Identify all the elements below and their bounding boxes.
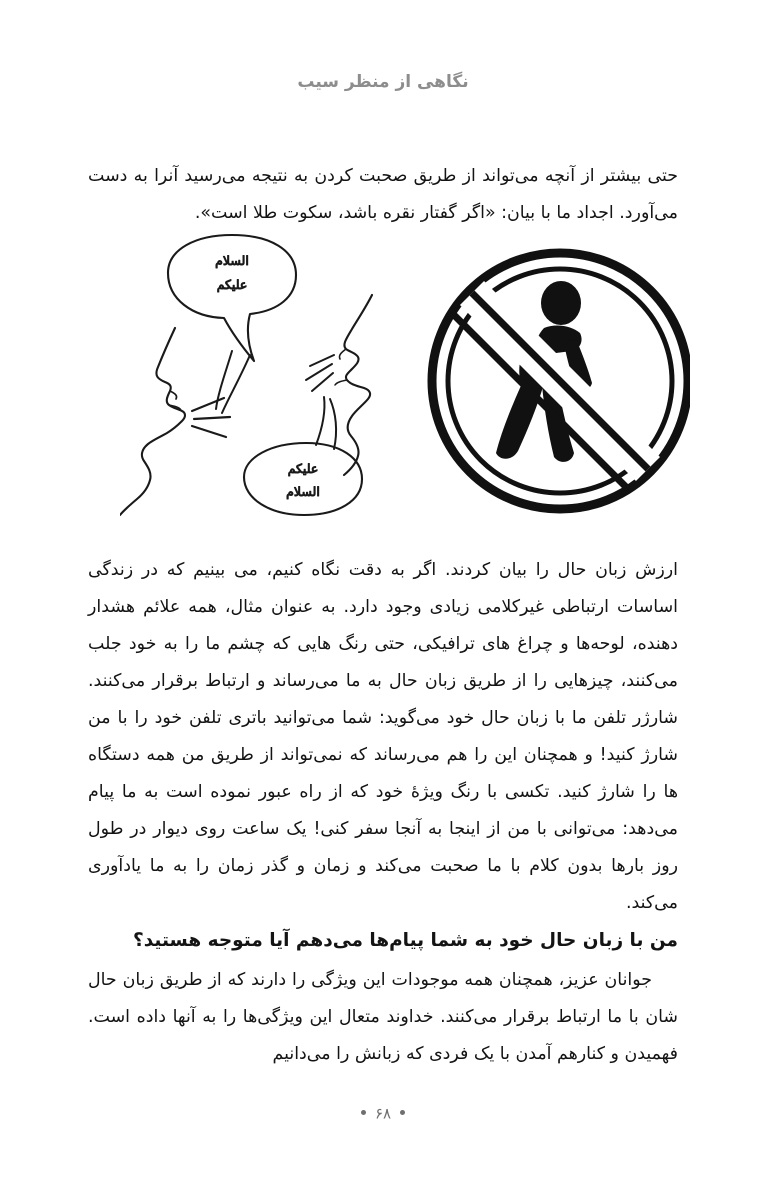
top-bubble-line-2: علیکم	[216, 277, 248, 292]
running-header: نگاهی از منظر سیب	[297, 72, 469, 92]
footer-dot-right	[400, 1110, 405, 1115]
closing-paragraph: جوانان عزیز، همچنان همه موجودات این ویژگی را دارند که از طریق زبان حال شان با ما ارتباط برقرار می‌کنند. خداوند متعال این ویژگی‌ها را به آنها داده است. فهمیدن و کنارهم آمدن با یک فردی که زبانش را می‌دانیم	[88, 970, 678, 1064]
question-heading: من با زبان حال خود به شما پیام‌ها می‌دهم آیا متوجه هستید؟	[133, 930, 678, 951]
left-speech-burst	[192, 398, 230, 437]
no-pedestrian-sign-icon	[432, 253, 688, 509]
illustration-svg	[120, 233, 690, 528]
right-speech-burst	[306, 355, 334, 391]
bottom-bubble-line-1: علیکم	[287, 461, 319, 476]
question-heading-block	[88, 922, 678, 959]
main-paragraph-block	[88, 552, 678, 922]
illustration-figure	[120, 233, 690, 528]
page-number: ۶۸	[374, 1104, 392, 1123]
top-bubble-line-1: السلام	[215, 253, 249, 268]
intro-paragraph: حتی بیشتر از آنچه می‌تواند از طریق صحبت کردن به نتیجه می‌رسید آنرا به دست می‌آورد. اجداد ما با بیان: «اگر گفتار نقره باشد، سکوت طلا است».	[88, 166, 678, 223]
intro-paragraph-block	[88, 158, 678, 232]
right-profile-face	[335, 295, 372, 475]
bottom-bubble-line-2: السلام	[286, 484, 320, 499]
page-footer	[0, 1104, 766, 1123]
left-profile-face	[120, 328, 185, 515]
main-paragraph: ارزش زبان حال را بیان کردند. اگر به دقت نگاه کنیم، می بینیم که در زندگی اساسات ارتباطی غیرکلامی زیادی وجود دارد. به عنوان مثال، همه علائم هشدار دهنده، لوحه‌ها و چراغ های ترافیکی، حتی رنگ هایی که چشم ما را به خود جلب می‌کنند، چیزهایی را از طریق زبان حال به ما می‌رساند و ارتباط برقرار می‌کنند. شارژر تلفن ما با زبان حال خود می‌گوید: شما می‌توانید باتری تلفن خود را با من شارژ کنید! و همچنان این را هم می‌رساند که نمی‌تواند از طریق من همه دستگاه ها را شارژ کنید. تکسی با رنگ ویژهٔ خود که از راه عبور نموده است به ما پیام می‌دهد: می‌توانی با من از اینجا به آنجا سفر کنی! یک ساعت روی دیوار در طول روز بارها بدون کلام با ما صحبت می‌کند و زمان و گذر زمان را به ما یادآوری می‌کند.	[88, 560, 678, 913]
closing-paragraph-block	[88, 962, 678, 1073]
footer-dot-left	[361, 1110, 366, 1115]
